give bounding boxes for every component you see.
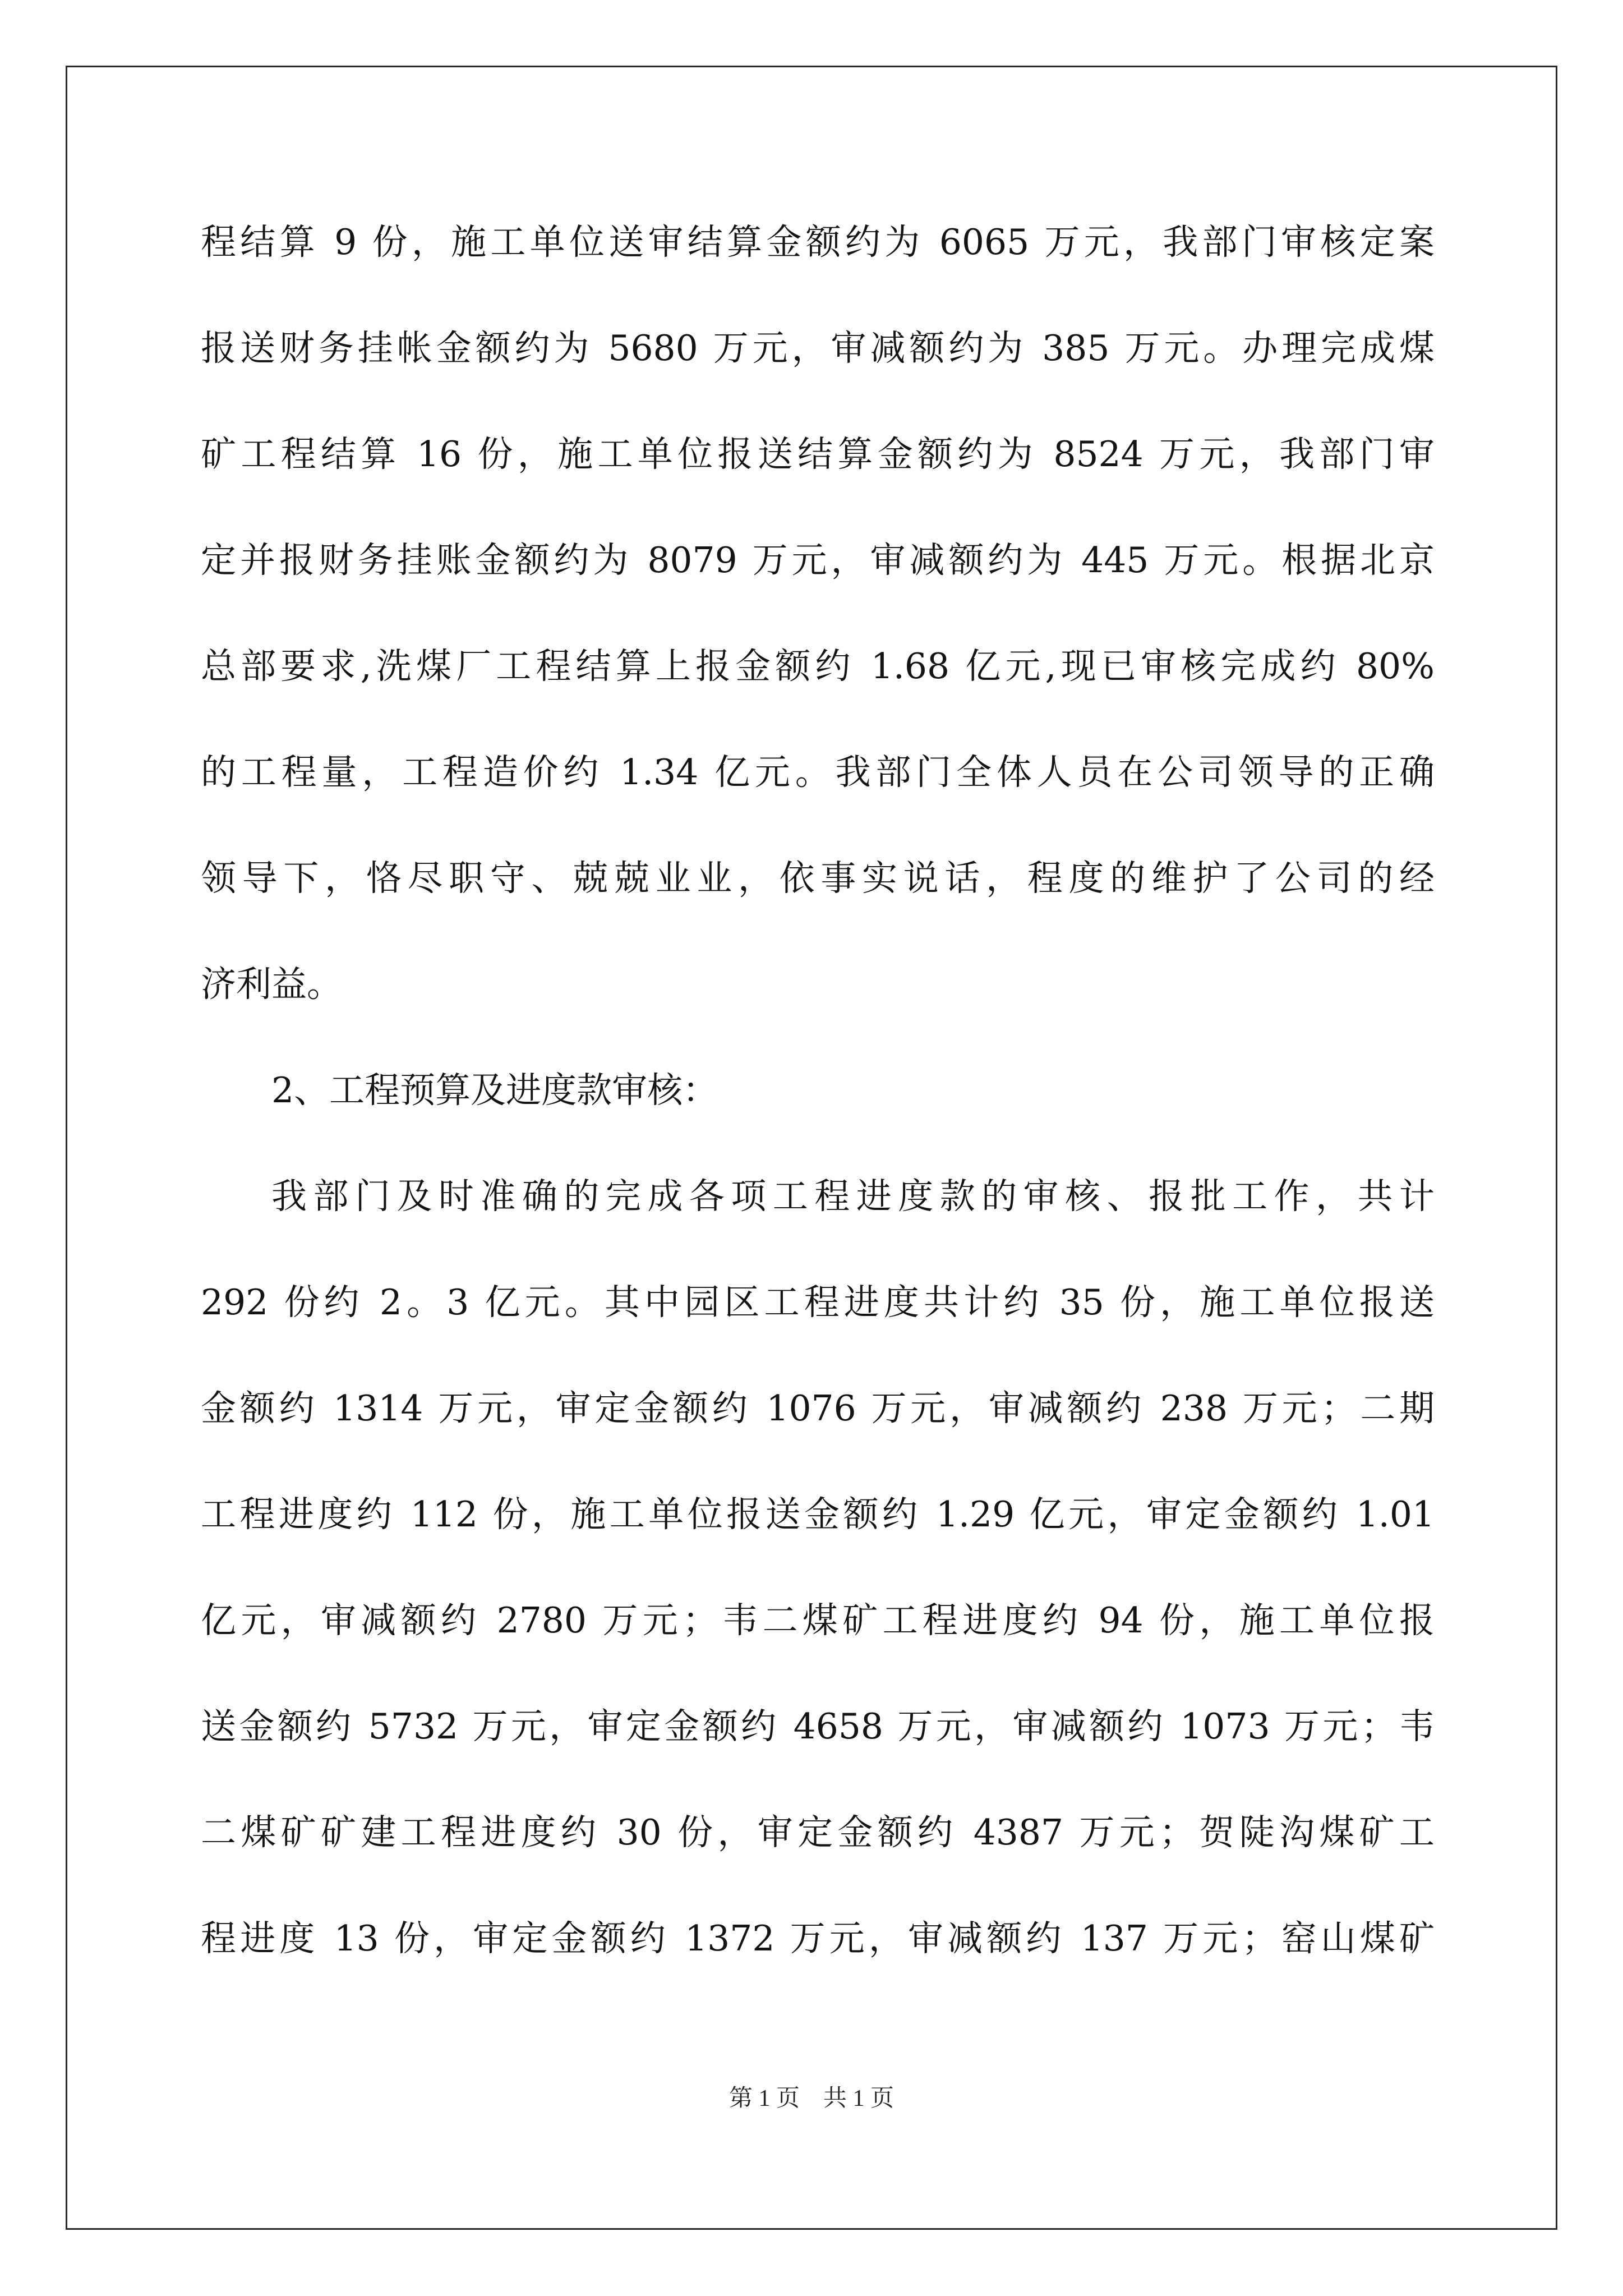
paragraph-line: 矿工程结算 16 份，施工单位报送结算金额约为 8524 万元，我部门审 [201, 434, 1435, 475]
paragraph-line: 报送财务挂帐金额约为 5680 万元，审减额约为 385 万元。办理完成煤 [201, 328, 1435, 369]
paragraph-line: 程进度 13 份，审定金额约 1372 万元，审减额约 137 万元；窑山煤矿 [201, 1918, 1435, 1959]
paragraph-line-first: 我部门及时准确的完成各项工程进度款的审核、报批工作，共计 [271, 1176, 1435, 1217]
paragraph-line: 领导下，恪尽职守、兢兢业业，依事实说话，程度的维护了公司的经 [201, 858, 1435, 899]
paragraph-line: 金额约 1314 万元，审定金额约 1076 万元，审减额约 238 万元；二期 [201, 1388, 1435, 1429]
section-heading: 2、工程预算及进度款审核： [271, 1070, 718, 1111]
page-footer: 第 1 页 共 1 页 [728, 2086, 894, 2111]
paragraph-line: 亿元，审减额约 2780 万元；韦二煤矿工程进度约 94 份，施工单位报 [201, 1600, 1435, 1641]
paragraph-line: 送金额约 5732 万元，审定金额约 4658 万元，审减额约 1073 万元；韦 [201, 1706, 1435, 1747]
paragraph-line: 工程进度约 112 份，施工单位报送金额约 1.29 亿元，审定金额约 1.01 [201, 1494, 1435, 1535]
paragraph-line: 的工程量，工程造价约 1.34 亿元。我部门全体人员在公司领导的正确 [201, 752, 1435, 793]
paragraph-line: 程结算 9 份，施工单位送审结算金额约为 6065 万元，我部门审核定案 [201, 222, 1435, 263]
paragraph-line-last: 济利益。 [201, 964, 342, 1005]
paragraph-line: 定并报财务挂账金额约为 8079 万元，审减额约为 445 万元。根据北京 [201, 540, 1435, 581]
paragraph-line: 二煤矿矿建工程进度约 30 份，审定金额约 4387 万元；贺陡沟煤矿工 [201, 1812, 1435, 1853]
document-body [201, 224, 1435, 2027]
paragraph-line: 总部要求,洗煤厂工程结算上报金额约 1.68 亿元,现已审核完成约 80% [201, 646, 1435, 687]
paragraph-line: 292 份约 2。3 亿元。其中园区工程进度共计约 35 份，施工单位报送 [201, 1282, 1435, 1323]
